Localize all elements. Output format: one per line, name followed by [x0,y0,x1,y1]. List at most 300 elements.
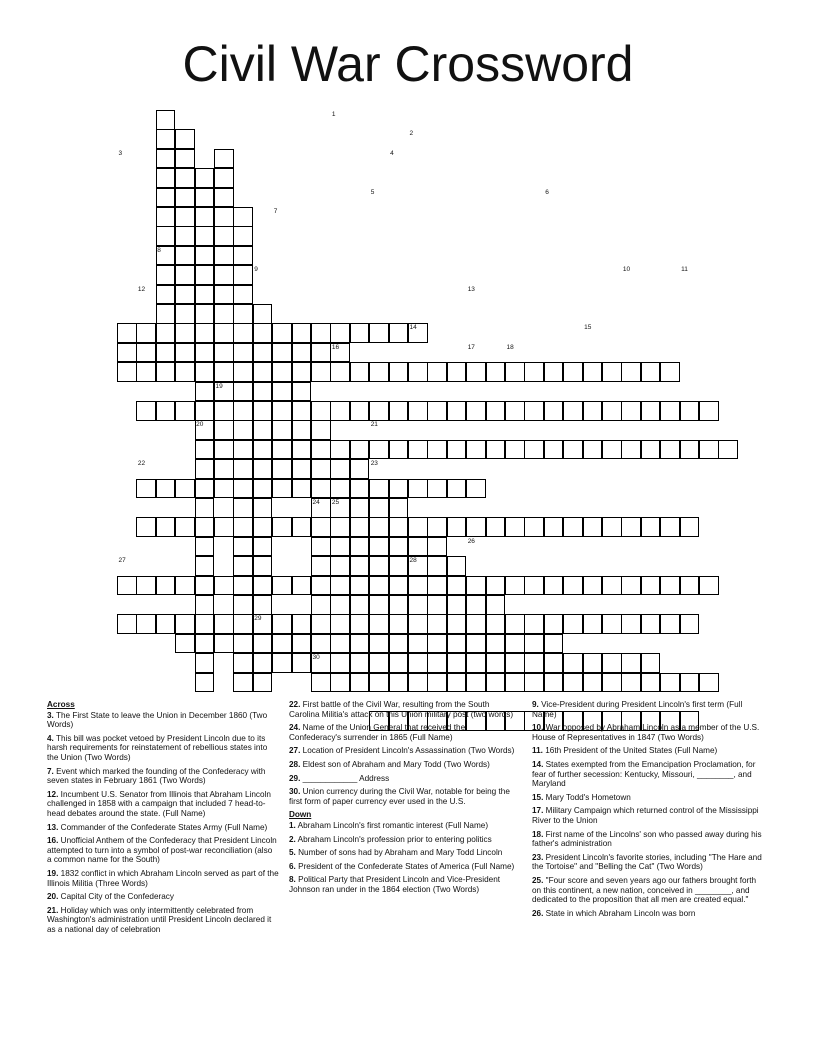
grid-cell[interactable] [136,479,156,499]
grid-cell[interactable] [330,556,350,576]
grid-cell[interactable] [292,517,312,537]
grid-cell[interactable] [505,634,525,654]
grid-cell[interactable] [447,556,467,576]
grid-cell[interactable] [369,362,389,382]
grid-cell[interactable] [233,343,253,363]
grid-cell[interactable] [214,323,234,343]
grid-cell[interactable] [311,537,331,557]
grid-cell[interactable] [466,401,486,421]
grid-cell[interactable] [233,304,253,324]
grid-cell[interactable] [214,304,234,324]
grid-cell[interactable] [292,362,312,382]
grid-cell[interactable] [389,614,409,634]
grid-cell[interactable] [408,517,428,537]
grid-cell[interactable] [447,362,467,382]
grid-cell[interactable] [214,207,234,227]
grid-cell[interactable] [156,265,176,285]
grid-cell[interactable] [214,614,234,634]
grid-cell[interactable] [641,614,661,634]
grid-cell[interactable] [311,673,331,693]
grid-cell[interactable] [311,576,331,596]
grid-cell[interactable] [486,634,506,654]
grid-cell[interactable] [156,401,176,421]
grid-cell[interactable] [621,614,641,634]
grid-cell[interactable] [117,323,137,343]
grid-cell[interactable] [195,479,215,499]
grid-cell[interactable] [369,537,389,557]
grid-cell[interactable] [447,440,467,460]
grid-cell[interactable] [253,401,273,421]
grid-cell[interactable] [156,517,176,537]
grid-cell[interactable] [408,479,428,499]
grid-cell[interactable] [195,265,215,285]
grid-cell[interactable] [156,129,176,149]
grid-cell[interactable] [175,576,195,596]
grid-cell[interactable] [505,517,525,537]
grid-cell[interactable] [253,537,273,557]
grid-cell[interactable] [408,614,428,634]
grid-cell[interactable] [369,634,389,654]
grid-cell[interactable] [680,401,700,421]
grid-cell[interactable] [272,382,292,402]
grid-cell[interactable] [505,614,525,634]
grid-cell[interactable] [311,459,331,479]
grid-cell[interactable] [311,556,331,576]
grid-cell[interactable] [156,323,176,343]
grid-cell[interactable] [311,653,331,673]
grid-cell[interactable] [233,653,253,673]
grid-cell[interactable] [427,440,447,460]
grid-cell[interactable] [524,673,544,693]
grid-cell[interactable] [156,362,176,382]
grid-cell[interactable] [195,362,215,382]
grid-cell[interactable] [253,459,273,479]
grid-cell[interactable] [466,362,486,382]
grid-cell[interactable] [583,673,603,693]
grid-cell[interactable] [505,401,525,421]
grid-cell[interactable] [253,479,273,499]
grid-cell[interactable] [505,653,525,673]
grid-cell[interactable] [175,401,195,421]
grid-cell[interactable] [233,576,253,596]
grid-cell[interactable] [544,517,564,537]
grid-cell[interactable] [195,614,215,634]
grid-cell[interactable] [350,362,370,382]
grid-cell[interactable] [486,362,506,382]
grid-cell[interactable] [272,343,292,363]
grid-cell[interactable] [427,634,447,654]
grid-cell[interactable] [466,595,486,615]
grid-cell[interactable] [272,420,292,440]
grid-cell[interactable] [292,614,312,634]
grid-cell[interactable] [195,226,215,246]
grid-cell[interactable] [330,362,350,382]
grid-cell[interactable] [660,440,680,460]
grid-cell[interactable] [447,614,467,634]
grid-cell[interactable] [195,556,215,576]
grid-cell[interactable] [621,673,641,693]
grid-cell[interactable] [253,498,273,518]
grid-cell[interactable] [486,401,506,421]
grid-cell[interactable] [544,634,564,654]
grid-cell[interactable] [408,595,428,615]
grid-cell[interactable] [427,576,447,596]
grid-cell[interactable] [408,653,428,673]
grid-cell[interactable] [350,479,370,499]
grid-cell[interactable] [175,343,195,363]
grid-cell[interactable] [233,323,253,343]
grid-cell[interactable] [447,517,467,537]
grid-cell[interactable] [156,188,176,208]
grid-cell[interactable] [408,323,428,343]
grid-cell[interactable] [253,420,273,440]
grid-cell[interactable] [524,362,544,382]
grid-cell[interactable] [214,285,234,305]
grid-cell[interactable] [175,207,195,227]
grid-cell[interactable] [292,479,312,499]
grid-cell[interactable] [272,440,292,460]
grid-cell[interactable] [253,576,273,596]
grid-cell[interactable] [583,440,603,460]
grid-cell[interactable] [389,517,409,537]
grid-cell[interactable] [544,673,564,693]
grid-cell[interactable] [427,595,447,615]
grid-cell[interactable] [214,168,234,188]
grid-cell[interactable] [292,440,312,460]
grid-cell[interactable] [524,517,544,537]
grid-cell[interactable] [389,323,409,343]
grid-cell[interactable] [583,517,603,537]
grid-cell[interactable] [447,634,467,654]
grid-cell[interactable] [427,614,447,634]
grid-cell[interactable] [369,653,389,673]
grid-cell[interactable] [214,479,234,499]
grid-cell[interactable] [447,576,467,596]
grid-cell[interactable] [330,595,350,615]
grid-cell[interactable] [253,440,273,460]
grid-cell[interactable] [311,362,331,382]
grid-cell[interactable] [214,265,234,285]
grid-cell[interactable] [156,207,176,227]
grid-cell[interactable] [369,440,389,460]
grid-cell[interactable] [408,673,428,693]
grid-cell[interactable] [505,362,525,382]
grid-cell[interactable] [486,440,506,460]
grid-cell[interactable] [466,576,486,596]
grid-cell[interactable] [233,420,253,440]
grid-cell[interactable] [563,653,583,673]
grid-cell[interactable] [330,517,350,537]
grid-cell[interactable] [641,362,661,382]
grid-cell[interactable] [253,362,273,382]
grid-cell[interactable] [214,420,234,440]
grid-cell[interactable] [427,362,447,382]
grid-cell[interactable] [583,653,603,673]
grid-cell[interactable] [233,479,253,499]
grid-cell[interactable] [311,634,331,654]
grid-cell[interactable] [621,653,641,673]
grid-cell[interactable] [311,401,331,421]
grid-cell[interactable] [214,149,234,169]
grid-cell[interactable] [311,323,331,343]
grid-cell[interactable] [680,517,700,537]
grid-cell[interactable] [233,459,253,479]
grid-cell[interactable] [175,634,195,654]
grid-cell[interactable] [292,459,312,479]
grid-cell[interactable] [369,595,389,615]
grid-cell[interactable] [156,576,176,596]
grid-cell[interactable] [563,362,583,382]
grid-cell[interactable] [253,382,273,402]
grid-cell[interactable] [214,517,234,537]
grid-cell[interactable] [486,673,506,693]
grid-cell[interactable] [505,673,525,693]
grid-cell[interactable] [641,401,661,421]
grid-cell[interactable] [195,517,215,537]
grid-cell[interactable] [214,401,234,421]
grid-cell[interactable] [330,634,350,654]
grid-cell[interactable] [369,673,389,693]
grid-cell[interactable] [699,576,719,596]
grid-cell[interactable] [233,614,253,634]
grid-cell[interactable] [195,304,215,324]
grid-cell[interactable] [330,459,350,479]
grid-cell[interactable] [350,576,370,596]
grid-cell[interactable] [233,285,253,305]
grid-cell[interactable] [330,343,350,363]
grid-cell[interactable] [602,653,622,673]
grid-cell[interactable] [583,614,603,634]
grid-cell[interactable] [195,498,215,518]
grid-cell[interactable] [369,556,389,576]
grid-cell[interactable] [350,595,370,615]
grid-cell[interactable] [408,634,428,654]
grid-cell[interactable] [292,343,312,363]
grid-cell[interactable] [272,362,292,382]
grid-cell[interactable] [292,382,312,402]
grid-cell[interactable] [350,634,370,654]
grid-cell[interactable] [621,440,641,460]
grid-cell[interactable] [544,653,564,673]
grid-cell[interactable] [330,614,350,634]
grid-cell[interactable] [641,576,661,596]
grid-cell[interactable] [718,440,738,460]
grid-cell[interactable] [175,304,195,324]
grid-cell[interactable] [466,634,486,654]
grid-cell[interactable] [292,634,312,654]
grid-cell[interactable] [214,440,234,460]
grid-cell[interactable] [680,614,700,634]
grid-cell[interactable] [602,401,622,421]
grid-cell[interactable] [195,343,215,363]
grid-cell[interactable] [466,517,486,537]
grid-cell[interactable] [117,576,137,596]
grid-cell[interactable] [253,614,273,634]
grid-cell[interactable] [447,401,467,421]
grid-cell[interactable] [680,576,700,596]
grid-cell[interactable] [175,226,195,246]
grid-cell[interactable] [621,517,641,537]
grid-cell[interactable] [311,343,331,363]
grid-cell[interactable] [389,479,409,499]
grid-cell[interactable] [350,323,370,343]
grid-cell[interactable] [253,653,273,673]
grid-cell[interactable] [195,401,215,421]
grid-cell[interactable] [660,517,680,537]
grid-cell[interactable] [369,479,389,499]
grid-cell[interactable] [195,634,215,654]
grid-cell[interactable] [195,285,215,305]
grid-cell[interactable] [214,382,234,402]
grid-cell[interactable] [175,479,195,499]
grid-cell[interactable] [466,653,486,673]
grid-cell[interactable] [524,653,544,673]
grid-cell[interactable] [175,129,195,149]
grid-cell[interactable] [408,440,428,460]
grid-cell[interactable] [117,362,137,382]
grid-cell[interactable] [330,537,350,557]
grid-cell[interactable] [292,653,312,673]
grid-cell[interactable] [311,498,331,518]
grid-cell[interactable] [427,653,447,673]
grid-cell[interactable] [389,440,409,460]
grid-cell[interactable] [233,673,253,693]
grid-cell[interactable] [233,226,253,246]
grid-cell[interactable] [175,285,195,305]
grid-cell[interactable] [136,517,156,537]
grid-cell[interactable] [195,168,215,188]
grid-cell[interactable] [253,673,273,693]
grid-cell[interactable] [156,614,176,634]
grid-cell[interactable] [389,634,409,654]
grid-cell[interactable] [233,556,253,576]
grid-cell[interactable] [408,401,428,421]
grid-cell[interactable] [524,634,544,654]
grid-cell[interactable] [350,401,370,421]
grid-cell[interactable] [427,401,447,421]
grid-cell[interactable] [330,440,350,460]
grid-cell[interactable] [233,498,253,518]
grid-cell[interactable] [175,362,195,382]
grid-cell[interactable] [660,576,680,596]
grid-cell[interactable] [156,246,176,266]
grid-cell[interactable] [272,517,292,537]
grid-cell[interactable] [427,517,447,537]
grid-cell[interactable] [311,479,331,499]
grid-cell[interactable] [389,498,409,518]
grid-cell[interactable] [233,517,253,537]
grid-cell[interactable] [369,576,389,596]
grid-cell[interactable] [253,556,273,576]
grid-cell[interactable] [641,440,661,460]
grid-cell[interactable] [427,537,447,557]
grid-cell[interactable] [136,614,156,634]
grid-cell[interactable] [621,362,641,382]
grid-cell[interactable] [272,576,292,596]
grid-cell[interactable] [311,440,331,460]
grid-cell[interactable] [660,401,680,421]
grid-cell[interactable] [136,323,156,343]
grid-cell[interactable] [292,420,312,440]
grid-cell[interactable] [272,653,292,673]
grid-cell[interactable] [253,343,273,363]
grid-cell[interactable] [369,323,389,343]
grid-cell[interactable] [389,537,409,557]
grid-cell[interactable] [466,614,486,634]
grid-cell[interactable] [699,673,719,693]
grid-cell[interactable] [350,614,370,634]
grid-cell[interactable] [292,576,312,596]
grid-cell[interactable] [524,614,544,634]
grid-cell[interactable] [117,343,137,363]
grid-cell[interactable] [272,401,292,421]
grid-cell[interactable] [524,576,544,596]
grid-cell[interactable] [214,246,234,266]
grid-cell[interactable] [486,517,506,537]
grid-cell[interactable] [214,226,234,246]
grid-cell[interactable] [350,537,370,557]
grid-cell[interactable] [195,653,215,673]
grid-cell[interactable] [447,479,467,499]
grid-cell[interactable] [660,362,680,382]
grid-cell[interactable] [408,576,428,596]
grid-cell[interactable] [602,517,622,537]
grid-cell[interactable] [486,653,506,673]
grid-cell[interactable] [427,479,447,499]
grid-cell[interactable] [330,576,350,596]
grid-cell[interactable] [602,576,622,596]
grid-cell[interactable] [175,323,195,343]
grid-cell[interactable] [563,440,583,460]
grid-cell[interactable] [486,595,506,615]
grid-cell[interactable] [214,362,234,382]
grid-cell[interactable] [699,440,719,460]
grid-cell[interactable] [272,634,292,654]
grid-cell[interactable] [602,440,622,460]
grid-cell[interactable] [350,653,370,673]
grid-cell[interactable] [408,537,428,557]
grid-cell[interactable] [311,517,331,537]
grid-cell[interactable] [195,576,215,596]
grid-cell[interactable] [233,634,253,654]
grid-cell[interactable] [233,207,253,227]
grid-cell[interactable] [136,343,156,363]
grid-cell[interactable] [544,614,564,634]
grid-cell[interactable] [389,673,409,693]
grid-cell[interactable] [466,673,486,693]
grid-cell[interactable] [389,595,409,615]
grid-cell[interactable] [505,440,525,460]
grid-cell[interactable] [563,517,583,537]
grid-cell[interactable] [350,517,370,537]
grid-cell[interactable] [389,576,409,596]
grid-cell[interactable] [292,401,312,421]
grid-cell[interactable] [544,401,564,421]
grid-cell[interactable] [117,614,137,634]
grid-cell[interactable] [505,576,525,596]
grid-cell[interactable] [233,382,253,402]
grid-cell[interactable] [330,653,350,673]
grid-cell[interactable] [350,673,370,693]
grid-cell[interactable] [641,653,661,673]
grid-cell[interactable] [175,188,195,208]
grid-cell[interactable] [195,323,215,343]
grid-cell[interactable] [233,537,253,557]
grid-cell[interactable] [195,207,215,227]
grid-cell[interactable] [214,343,234,363]
grid-cell[interactable] [447,673,467,693]
grid-cell[interactable] [214,188,234,208]
